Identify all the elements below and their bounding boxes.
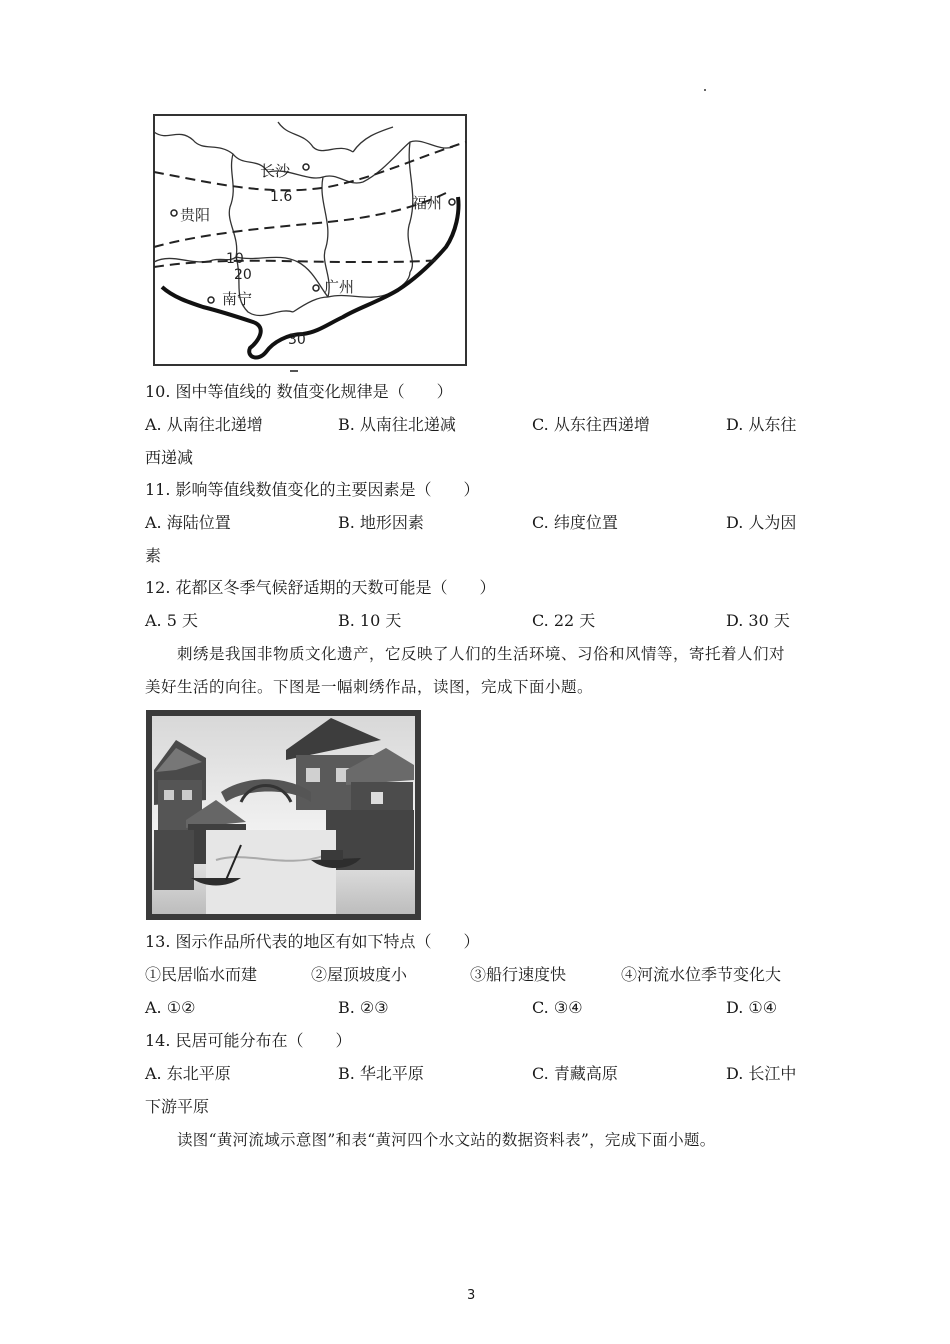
scan-mark <box>290 370 298 372</box>
q13-stem: 13. 图示作品所代表的地区有如下特点（ ） <box>145 932 480 951</box>
q13-option-b[interactable]: B. ②③ <box>338 998 389 1017</box>
isoline-label-1-6: 1.6 <box>270 189 293 205</box>
q13-statement-1: ①民居临水而建 <box>145 965 258 984</box>
q11-option-c[interactable]: C. 纬度位置 <box>532 513 618 532</box>
embroidery-intro-line2: 美好生活的向往。下图是一幅刺绣作品，读图，完成下面小题。 <box>145 678 594 696</box>
q14-option-a[interactable]: A. 东北平原 <box>145 1064 231 1083</box>
q10-option-d-continued: 西递减 <box>145 448 194 467</box>
q13-option-d[interactable]: D. ①④ <box>726 998 778 1017</box>
q12-option-a[interactable]: A. 5 天 <box>145 611 198 630</box>
embroidery-photo <box>146 710 421 920</box>
yellow-river-intro: 读图“黄河流域示意图”和表“黄河四个水文站的数据资料表”，完成下面小题。 <box>177 1131 716 1149</box>
q14-option-c[interactable]: C. 青藏高原 <box>532 1064 618 1083</box>
q11-stem: 11. 影响等值线数值变化的主要因素是（ ） <box>145 480 480 499</box>
q11-option-d-continued: 素 <box>145 546 162 565</box>
isoline-label-10: 10 <box>226 251 244 267</box>
q11-option-b[interactable]: B. 地形因素 <box>338 513 424 532</box>
q11-option-d[interactable]: D. 人为因 <box>726 513 797 532</box>
q12-option-b[interactable]: B. 10 天 <box>338 611 402 630</box>
q13-statement-4: ④河流水位季节变化大 <box>621 965 782 984</box>
q10-option-d[interactable]: D. 从东往 <box>726 415 797 434</box>
city-nanning: 南宁 <box>222 290 253 308</box>
city-changsha: 长沙 <box>260 162 291 180</box>
isoline-label-20: 20 <box>234 267 252 283</box>
q10-stem: 10. 图中等值线的 数值变化规律是（ ） <box>145 382 453 401</box>
isoline-map <box>148 112 470 370</box>
q10-option-b[interactable]: B. 从南往北递减 <box>338 415 456 434</box>
embroidery-intro-line1: 刺绣是我国非物质文化遗产，它反映了人们的生活环境、习俗和风情等，寄托着人们对 <box>177 645 786 663</box>
q10-option-a[interactable]: A. 从南往北递增 <box>145 415 263 434</box>
q14-option-d[interactable]: D. 长江中 <box>726 1064 797 1083</box>
q12-stem: 12. 花都区冬季气候舒适期的天数可能是（ ） <box>145 578 496 597</box>
q12-option-c[interactable]: C. 22 天 <box>532 611 596 630</box>
city-guangzhou: 广州 <box>324 278 355 296</box>
city-guiyang: 贵阳 <box>180 206 211 224</box>
city-fuzhou: 福州 <box>412 194 443 212</box>
page-number: 3 <box>467 1288 476 1303</box>
scan-dot <box>704 89 706 91</box>
q14-option-b[interactable]: B. 华北平原 <box>338 1064 424 1083</box>
q10-option-c[interactable]: C. 从东往西递增 <box>532 415 650 434</box>
q11-option-a[interactable]: A. 海陆位置 <box>145 513 231 532</box>
q12-option-d[interactable]: D. 30 天 <box>726 611 790 630</box>
q13-option-a[interactable]: A. ①② <box>145 998 196 1017</box>
q13-option-c[interactable]: C. ③④ <box>532 998 583 1017</box>
q13-statement-2: ②屋顶坡度小 <box>311 965 408 984</box>
q14-stem: 14. 民居可能分布在（ ） <box>145 1031 352 1050</box>
q14-option-d-continued: 下游平原 <box>145 1097 210 1116</box>
isoline-label-30: 30 <box>288 332 306 348</box>
q13-statement-3: ③船行速度快 <box>470 965 567 984</box>
